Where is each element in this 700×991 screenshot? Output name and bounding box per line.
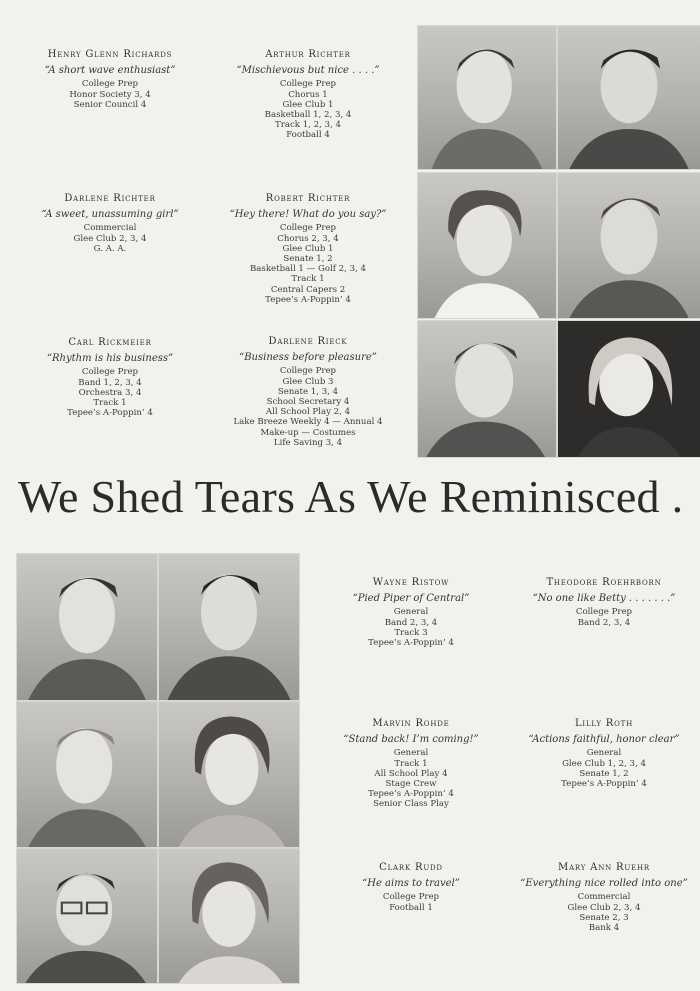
activity: College Prep xyxy=(279,366,337,377)
student-entry xyxy=(510,578,698,628)
activity: Football 4 xyxy=(286,130,330,141)
activity: Glee Club 1 xyxy=(282,99,334,110)
activity: Track 1, 2, 3, 4 xyxy=(275,120,341,131)
student-portrait xyxy=(158,848,300,984)
activity: Football 1 xyxy=(389,902,433,913)
activity: Stage Crew xyxy=(385,779,437,790)
student-portrait xyxy=(16,701,158,848)
student-quote: “Everything nice rolled into one” xyxy=(520,878,688,890)
student-quote: “No one like Betty . . . . . . .” xyxy=(532,593,676,605)
activity: Senate 1, 3, 4 xyxy=(277,386,339,397)
student-name: Carl Rickmeier xyxy=(68,337,152,348)
activity: Glee Club 1, 2, 3, 4 xyxy=(562,758,646,769)
student-entry xyxy=(316,719,506,810)
activity: Chorus 1 xyxy=(288,89,328,100)
student-name: Wayne Ristow xyxy=(372,577,450,588)
activity: Tepee’s A-Poppin’ 4 xyxy=(561,779,647,790)
activity: Basketball 1 — Golf 2, 3, 4 xyxy=(249,264,366,275)
activity: All School Play 2, 4 xyxy=(265,407,351,418)
activity: Senate 1, 2 xyxy=(283,254,333,265)
activity: General xyxy=(586,748,622,759)
activity: College Prep xyxy=(81,79,139,90)
activity: Band 2, 3, 4 xyxy=(577,617,631,628)
activity: Senate 1, 2 xyxy=(579,768,629,779)
student-name: Marvin Rohde xyxy=(372,718,450,729)
activity: Basketball 1, 2, 3, 4 xyxy=(264,110,352,121)
student-portrait xyxy=(557,25,700,170)
activity: Senior Class Play xyxy=(373,799,449,810)
activity: Track 1 xyxy=(93,398,127,409)
activity: G. A. A. xyxy=(93,243,127,254)
student-entry xyxy=(510,719,698,789)
activity: Glee Club 1 xyxy=(282,243,334,254)
student-entry xyxy=(18,50,202,110)
activity: College Prep xyxy=(382,892,440,903)
activity: College Prep xyxy=(279,79,337,90)
student-name: Mary Ann Ruehr xyxy=(558,862,650,873)
student-quote: “A short wave enthusiast” xyxy=(44,65,176,77)
page-headline: We Shed Tears As We Reminisced . xyxy=(18,471,684,522)
activity: Glee Club 2, 3, 4 xyxy=(567,902,641,913)
activity: Track 1 xyxy=(291,274,325,285)
activity: Life Saving 3, 4 xyxy=(273,437,343,448)
student-portrait xyxy=(158,553,300,701)
activity: School Secretary 4 xyxy=(266,397,350,408)
activity: Central Capers 2 xyxy=(270,284,346,295)
activity: College Prep xyxy=(81,367,139,378)
activity: Make-up — Costumes xyxy=(260,427,356,438)
student-name: Darlene Richter xyxy=(64,193,156,204)
student-quote: “Pied Piper of Central” xyxy=(352,593,470,605)
activity: Senior Council 4 xyxy=(73,99,147,110)
activity: Track 1 xyxy=(394,758,428,769)
student-portrait xyxy=(16,848,158,984)
activity: Tepee’s A-Poppin’ 4 xyxy=(265,294,351,305)
student-name: Arthur Richter xyxy=(265,49,351,60)
student-quote: “A sweet, unassuming girl” xyxy=(41,209,179,221)
activity: Bank 4 xyxy=(588,923,620,934)
student-quote: “Rhythm is his business” xyxy=(46,353,174,365)
student-portrait xyxy=(557,320,700,458)
activity: Band 1, 2, 3, 4 xyxy=(78,377,142,388)
student-portrait xyxy=(16,553,158,701)
activity: General xyxy=(393,607,429,618)
activity: Lake Breeze Weekly 4 — Annual 4 xyxy=(233,417,383,428)
activity: All School Play 4 xyxy=(374,768,448,779)
student-entry xyxy=(212,337,404,448)
student-portrait xyxy=(417,172,557,319)
student-name: Lilly Roth xyxy=(574,718,634,729)
student-entry xyxy=(510,863,698,933)
activity: Track 3 xyxy=(394,627,428,638)
student-quote: “Hey there! What do you say?” xyxy=(229,209,387,221)
activity: General xyxy=(393,748,429,759)
activity: Glee Club 3 xyxy=(282,376,334,387)
student-entry xyxy=(18,338,202,418)
activity: Glee Club 2, 3, 4 xyxy=(73,233,147,244)
student-entry xyxy=(18,194,202,254)
student-quote: “Business before pleasure” xyxy=(239,352,377,364)
activity: Senate 2, 3 xyxy=(579,912,629,923)
student-quote: “Mischievous but nice . . . .” xyxy=(236,65,380,77)
activity: Band 2, 3, 4 xyxy=(384,617,438,628)
student-quote: “Actions faithful, honor clear” xyxy=(528,734,680,746)
student-portrait xyxy=(417,320,557,458)
student-portrait xyxy=(158,701,300,848)
student-name: Henry Glenn Richards xyxy=(47,49,173,60)
activity: Orchestra 3, 4 xyxy=(78,387,142,398)
activity: Tepee’s A-Poppin’ 4 xyxy=(368,638,454,649)
activity: Tepee’s A-Poppin’ 4 xyxy=(67,408,153,419)
activity: Honor Society 3, 4 xyxy=(69,89,151,100)
activity: Commercial xyxy=(577,892,631,903)
activity: College Prep xyxy=(575,607,633,618)
student-entry xyxy=(212,50,404,141)
student-name: Clark Rudd xyxy=(379,862,443,873)
student-entry xyxy=(212,194,404,305)
student-name: Theodore Roehrborn xyxy=(546,577,662,588)
activity: College Prep xyxy=(279,223,337,234)
activity: Commercial xyxy=(83,223,137,234)
student-name: Robert Richter xyxy=(265,193,351,204)
student-quote: “Stand back! I’m coming!” xyxy=(343,734,479,746)
student-quote: “He aims to travel” xyxy=(362,878,460,890)
student-entry xyxy=(316,863,506,913)
student-name: Darlene Rieck xyxy=(268,336,348,347)
activity: Tepee’s A-Poppin’ 4 xyxy=(368,789,454,800)
student-portrait xyxy=(417,25,557,170)
student-portrait xyxy=(557,172,700,319)
student-entry xyxy=(316,578,506,648)
activity: Chorus 2, 3, 4 xyxy=(277,233,339,244)
